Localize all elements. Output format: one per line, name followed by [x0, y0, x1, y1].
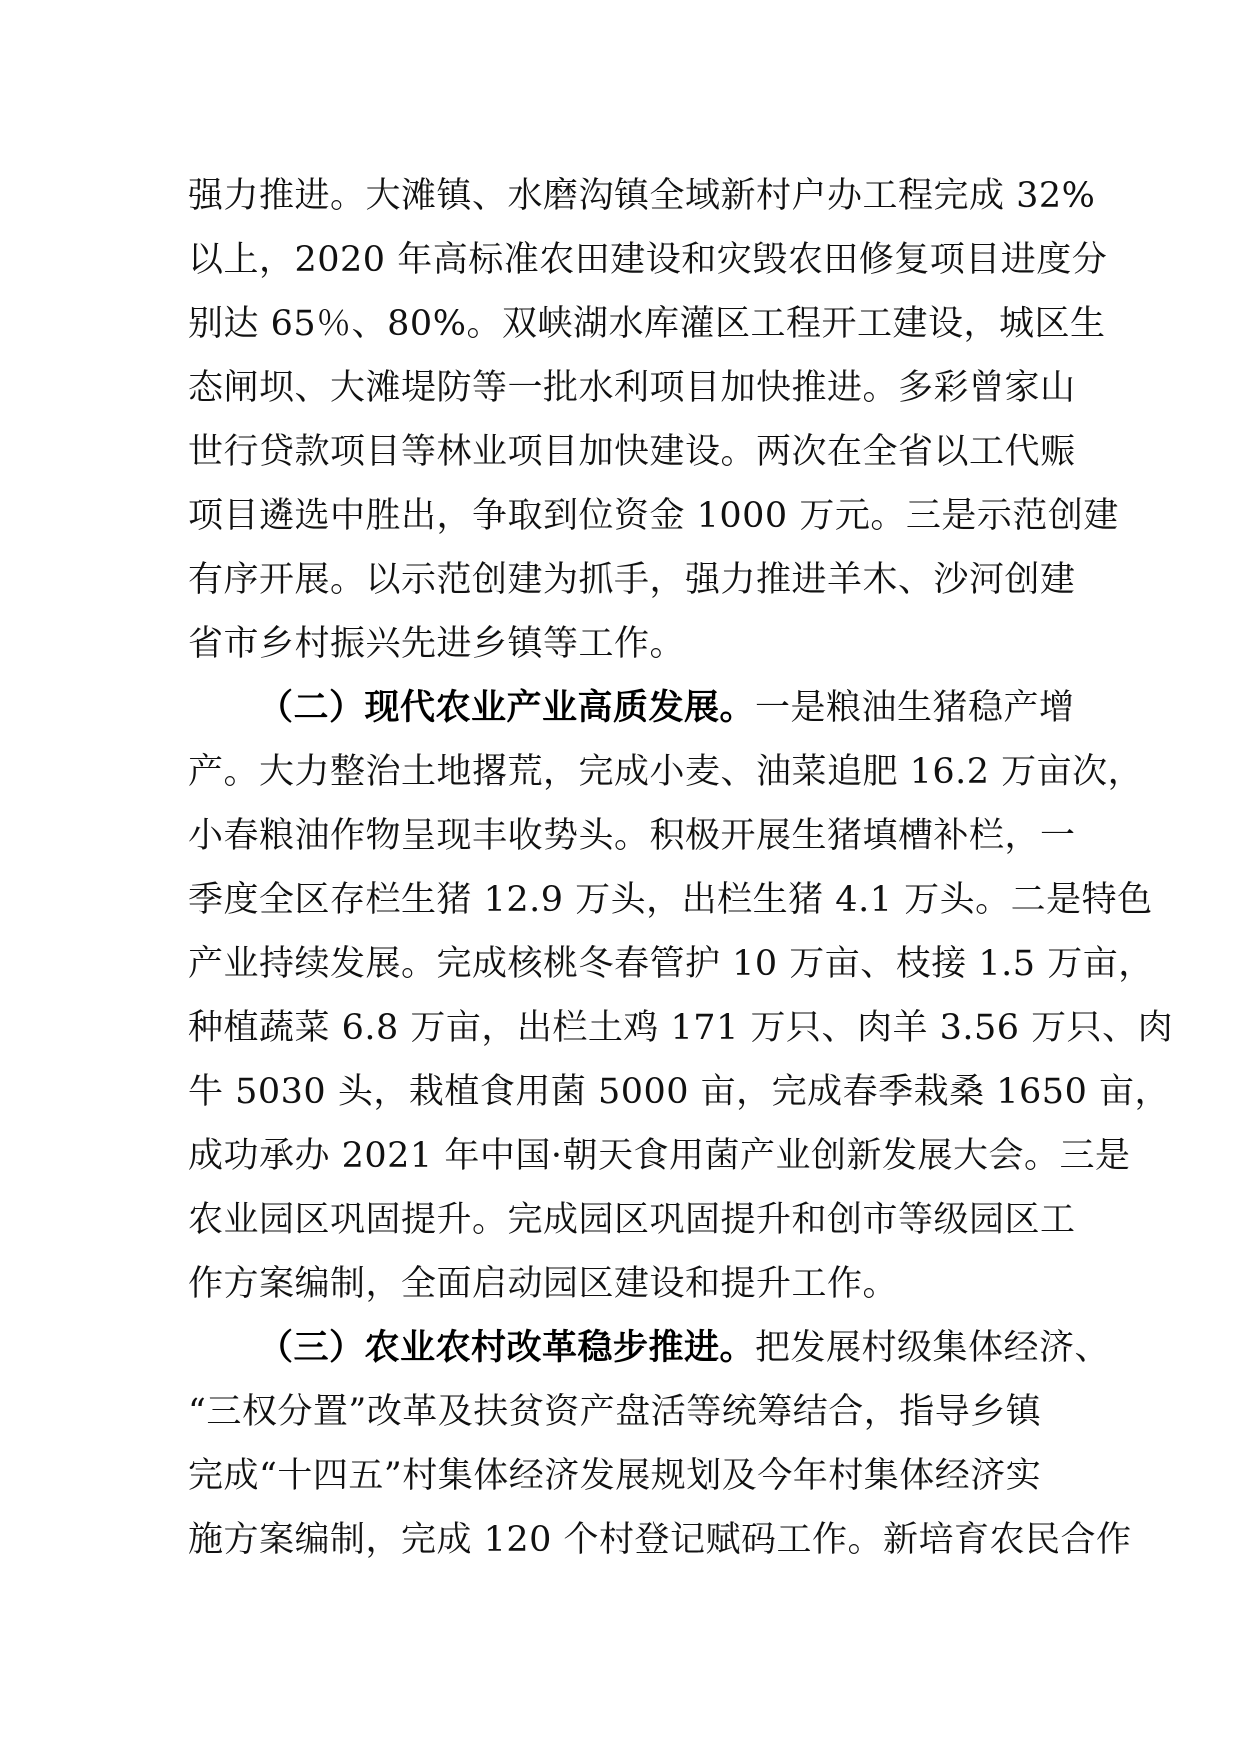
text-line: 牛 5030 头，栽植食用菌 5000 亩，完成春季栽桑 1650 亩， [188, 1072, 1170, 1112]
text-line: 施方案编制，完成 120 个村登记赋码工作。新培育农民合作 [188, 1520, 1132, 1560]
text-line: 作方案编制，全面启动园区建设和提升工作。 [188, 1264, 899, 1304]
text-line: 世行贷款项目等林业项目加快建设。两次在全省以工代赈 [188, 432, 1076, 472]
text-line: 小春粮油作物呈现丰收势头。积极开展生猪填槽补栏，一 [188, 816, 1076, 856]
text-line: 季度全区存栏生猪 12.9 万头，出栏生猪 4.1 万头。二是特色 [188, 880, 1153, 920]
paragraph-2 [188, 676, 1174, 1316]
text-line [188, 1316, 1111, 1380]
section-heading-2: （二）现代农业产业高质发展。 [258, 688, 756, 728]
text-line: 产。大力整治土地撂荒，完成小麦、油菜追肥 16.2 万亩次， [188, 752, 1144, 792]
text-line: 产业持续发展。完成核桃冬春管护 10 万亩、枝接 1.5 万亩， [188, 944, 1154, 984]
text-line: 种植蔬菜 6.8 万亩，出栏土鸡 171 万只、肉羊 3.56 万只、肉 [188, 1008, 1174, 1048]
text-line: 别达 65％、80%。双峡湖水库灌区工程开工建设，城区生 [188, 304, 1106, 344]
text-line [188, 676, 1078, 740]
text-line: 农业园区巩固提升。完成园区巩固提升和创市等级园区工 [188, 1200, 1076, 1240]
text-line: 以上，2020 年高标准农田建设和灾毁农田修复项目进度分 [188, 240, 1108, 280]
paragraph-1 [188, 164, 1119, 676]
document-body [188, 164, 1174, 1572]
section-heading-3: （三）农业农村改革稳步推进。 [258, 1328, 756, 1368]
paragraph-3 [188, 1316, 1132, 1572]
text-line: 强力推进。大滩镇、水磨沟镇全域新村户办工程完成 32% [188, 176, 1096, 216]
text-run: 一是粮油生猪稳产增 [755, 688, 1075, 728]
text-line: 态闸坝、大滩堤防等一批水利项目加快推进。多彩曾家山 [188, 368, 1076, 408]
text-line: 成功承办 2021 年中国·朝天食用菌产业创新发展大会。三是 [188, 1136, 1131, 1176]
text-line: 省市乡村振兴先进乡镇等工作。 [188, 624, 686, 664]
text-line: 项目遴选中胜出，争取到位资金 1000 万元。三是示范创建 [188, 496, 1119, 536]
text-line: “三权分置”改革及扶贫资产盘活等统筹结合，指导乡镇 [188, 1392, 1042, 1432]
text-line: 有序开展。以示范创建为抓手，强力推进羊木、沙河创建 [188, 560, 1076, 600]
text-line: 完成“十四五”村集体经济发展规划及今年村集体经济实 [188, 1456, 1042, 1496]
text-run: 把发展村级集体经济、 [755, 1328, 1111, 1368]
